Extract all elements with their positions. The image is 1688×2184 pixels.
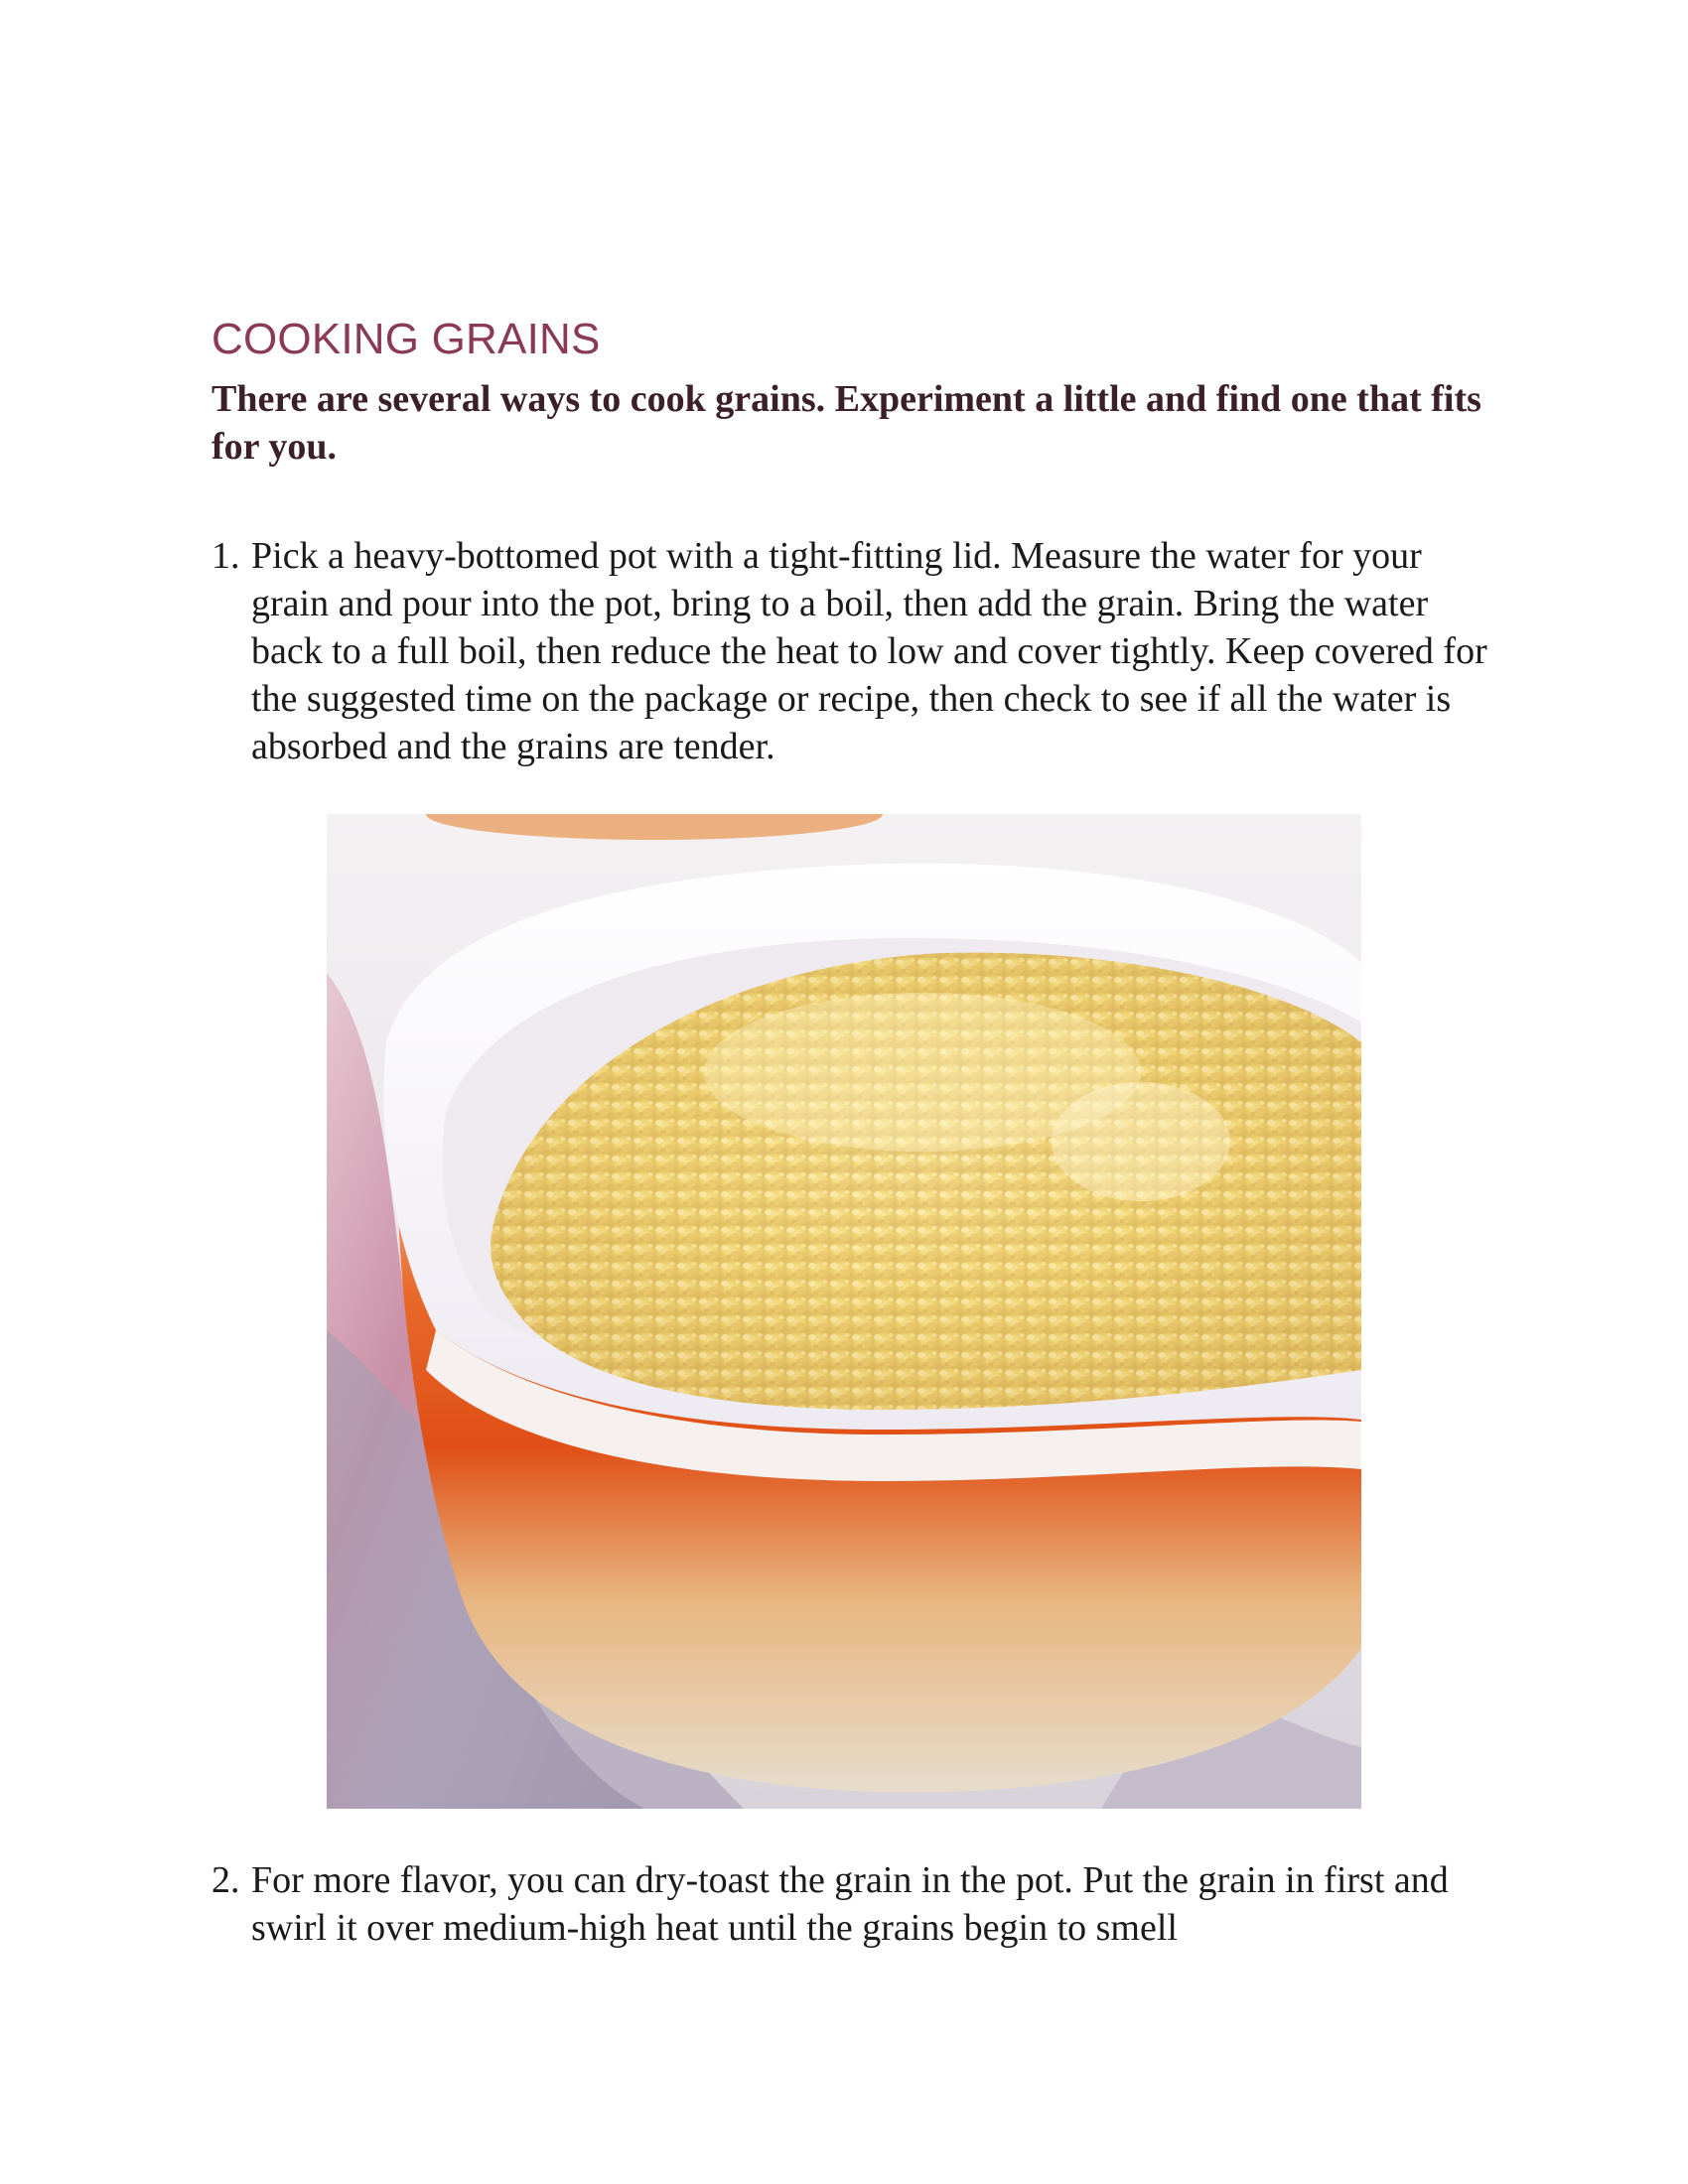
list-item-step-2: [211, 1856, 1492, 1952]
step-2-text: For more flavor, you can dry-toast the grain in the pot. Put the grain in first and swirl it over medium-high heat until the grains begin to smell: [251, 1859, 1449, 1949]
section-heading: COOKING GRAINS: [211, 315, 601, 363]
step-1-number: 1.: [211, 535, 240, 577]
grain-bowl-illustration: [327, 814, 1361, 1809]
step-2-number: 2.: [211, 1859, 240, 1901]
step-1-text: Pick a heavy-bottomed pot with a tight-fitting lid. Measure the water for your grain and pour into the pot, bring to a boil, then add the grain. Bring the water back to a full boil, then reduce the heat to low and cover tightly. Keep covered for the suggested time on the package or recipe, then check to see if all the water is absorbed and the grains are tender.: [251, 535, 1487, 767]
intro-paragraph: There are several ways to cook grains. Experiment a little and find one that fits for you.: [211, 378, 1481, 468]
list-item-step-1: [211, 532, 1492, 770]
cooked-grain-bowl-photo: [327, 814, 1361, 1809]
